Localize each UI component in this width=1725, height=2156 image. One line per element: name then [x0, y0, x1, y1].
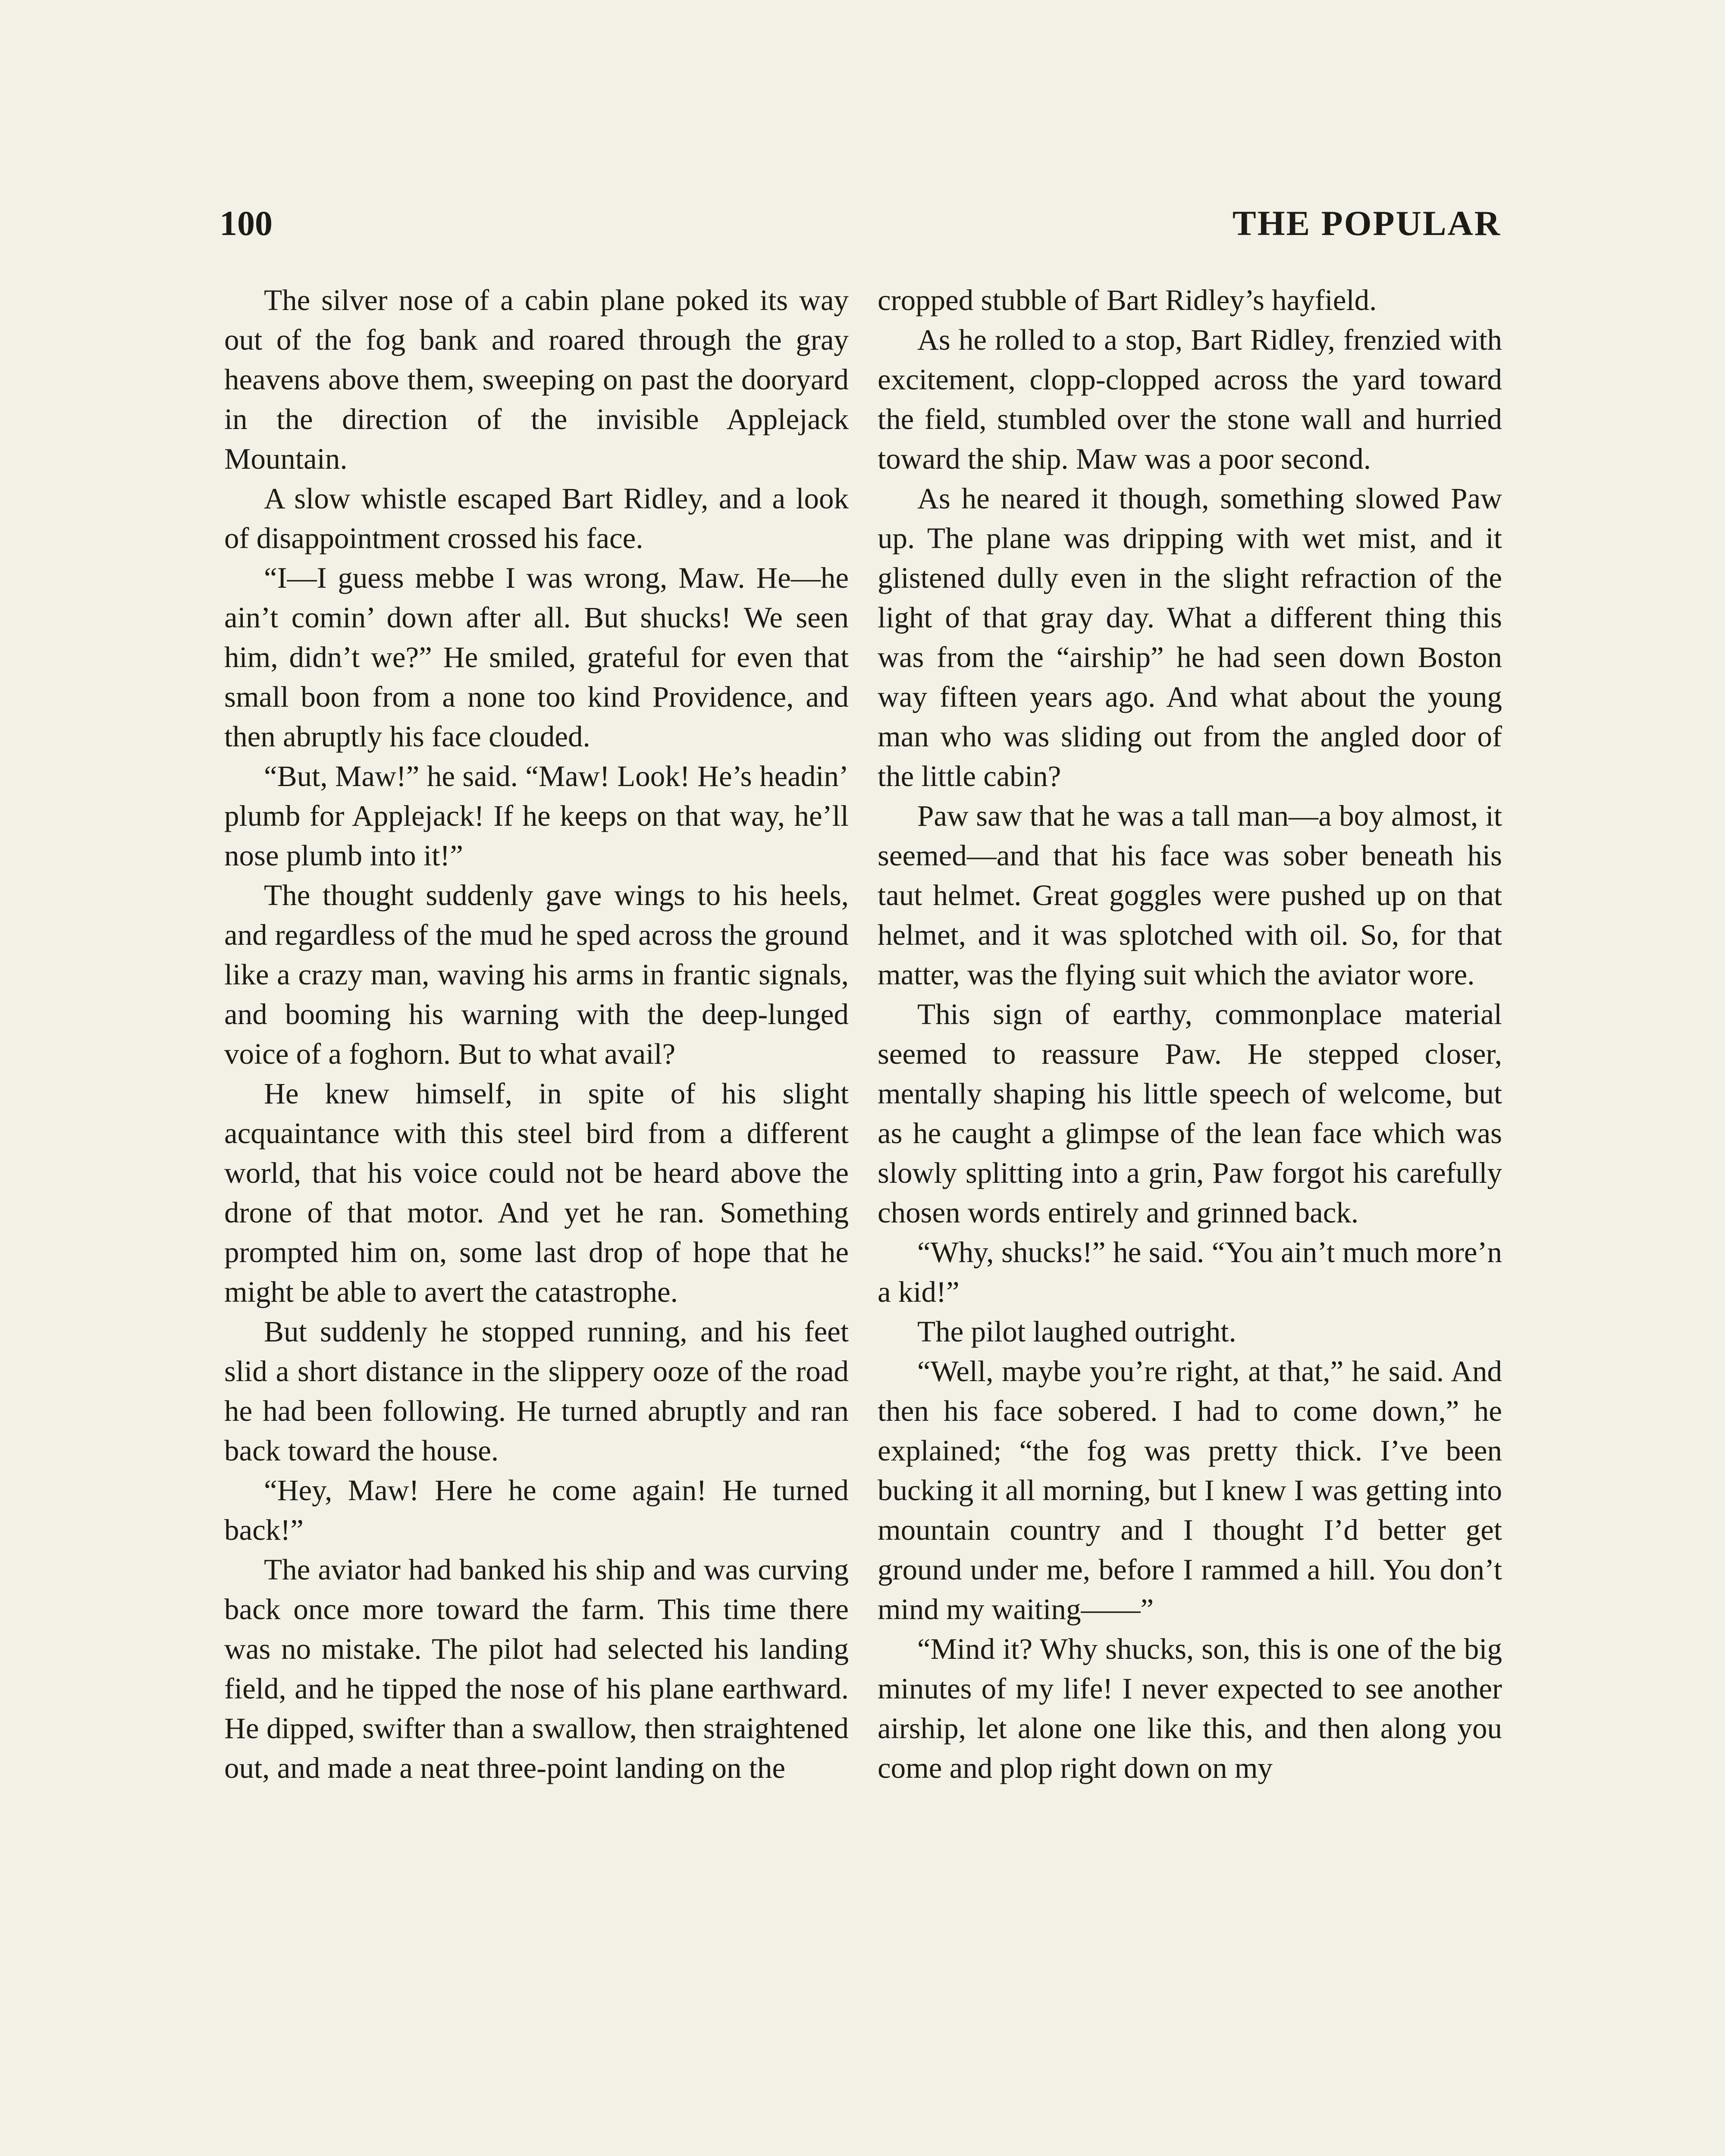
paragraph: “Well, maybe you’re right, at that,” he said. And then his face sobered. I had to come down,” he explained; “the fog was pretty thick. I’ve been bucking it all morning, but I knew I was getting into mountain country and I thought I’d better get ground under me, before I rammed a hill. You don’t mind my waiting——” — [878, 1355, 1502, 1626]
text-column-right — [878, 280, 1502, 1788]
paragraph: As he rolled to a stop, Bart Ridley, frenzied with excitement, clopp-clopped across the yard toward the field, stumbled over the stone wall and hurried toward the ship. Maw was a poor second. — [878, 323, 1502, 475]
paragraph: This sign of earthy, commonplace material seemed to reassure Paw. He stepped closer, mentally shaping his little speech of welcome, but as he caught a glimpse of the lean face which was slowly splitting into a grin, Paw forgot his carefully chosen words entirely and grinned back. — [878, 998, 1502, 1229]
paragraph: The pilot laughed outright. — [917, 1315, 1236, 1348]
paragraph: The aviator had banked his ship and was curving back once more toward the farm. This time there was no mistake. The pilot had selected his landing field, and he tipped the nose of his plane earthward. He dipped, swifter than a swallow, then straightened out, and made a neat three-point landing on the — [224, 1553, 849, 1784]
magazine-title: THE POPULAR — [1233, 204, 1501, 243]
paragraph: “Hey, Maw! Here he come again! He turned back!” — [224, 1474, 849, 1546]
running-head — [220, 200, 1501, 247]
paragraph: “Mind it? Why shucks, son, this is one of the big minutes of my life! I never expected to see another airship, let alone one like this, and then along you come and plop right down on my — [878, 1633, 1502, 1784]
paragraph: But suddenly he stopped running, and his feet slid a short distance in the slippery ooze of the road he had been following. He turned abruptly and ran back toward the house. — [224, 1315, 849, 1467]
paragraph: The thought suddenly gave wings to his heels, and regardless of the mud he sped across the ground like a crazy man, waving his arms in frantic signals, and booming his warning with the deep-lunged voice of a foghorn. But to what avail? — [224, 879, 849, 1070]
paragraph: “I—I guess mebbe I was wrong, Maw. He—he ain’t comin’ down after all. But shucks! We seen him, didn’t we?” He smiled, grateful for even that small boon from a none too kind Providence, and then abruptly his face clouded. — [224, 561, 849, 753]
text-column-left — [224, 280, 849, 1788]
paragraph: “Why, shucks!” he said. “You ain’t much more’n a kid!” — [878, 1236, 1502, 1308]
paragraph: He knew himself, in spite of his slight acquaintance with this steel bird from a different world, that his voice could not be heard above the drone of that motor. And yet he ran. Something prompted him on, some last drop of hope that he might be able to avert the catastrophe. — [224, 1077, 849, 1308]
paragraph-continued: cropped stubble of Bart Ridley’s hayfield. — [878, 284, 1377, 317]
paragraph: Paw saw that he was a tall man—a boy almost, it seemed—and that his face was sober beneath his taut helmet. Great goggles were pushed up on that helmet, and it was splotched with oil. So, for that matter, was the flying suit which the aviator wore. — [878, 799, 1502, 991]
paragraph: A slow whistle escaped Bart Ridley, and a look of disappointment crossed his face. — [224, 482, 849, 555]
paragraph: The silver nose of a cabin plane poked its way out of the fog bank and roared through the gray heavens above them, sweeping on past the dooryard in the direction of the invisible Applejack Mountain. — [224, 284, 849, 475]
paragraph: “But, Maw!” he said. “Maw! Look! He’s headin’ plumb for Applejack! If he keeps on that way, he’ll nose plumb into it!” — [224, 760, 849, 872]
paragraph: As he neared it though, something slowed Paw up. The plane was dripping with wet mist, and it glistened dully even in the slight refraction of the light of that gray day. What a different thing this was from the “airship” he had seen down Boston way fifteen years ago. And what about the young man who was sliding out from the angled door of the little cabin? — [878, 482, 1502, 793]
page-number: 100 — [220, 204, 273, 243]
